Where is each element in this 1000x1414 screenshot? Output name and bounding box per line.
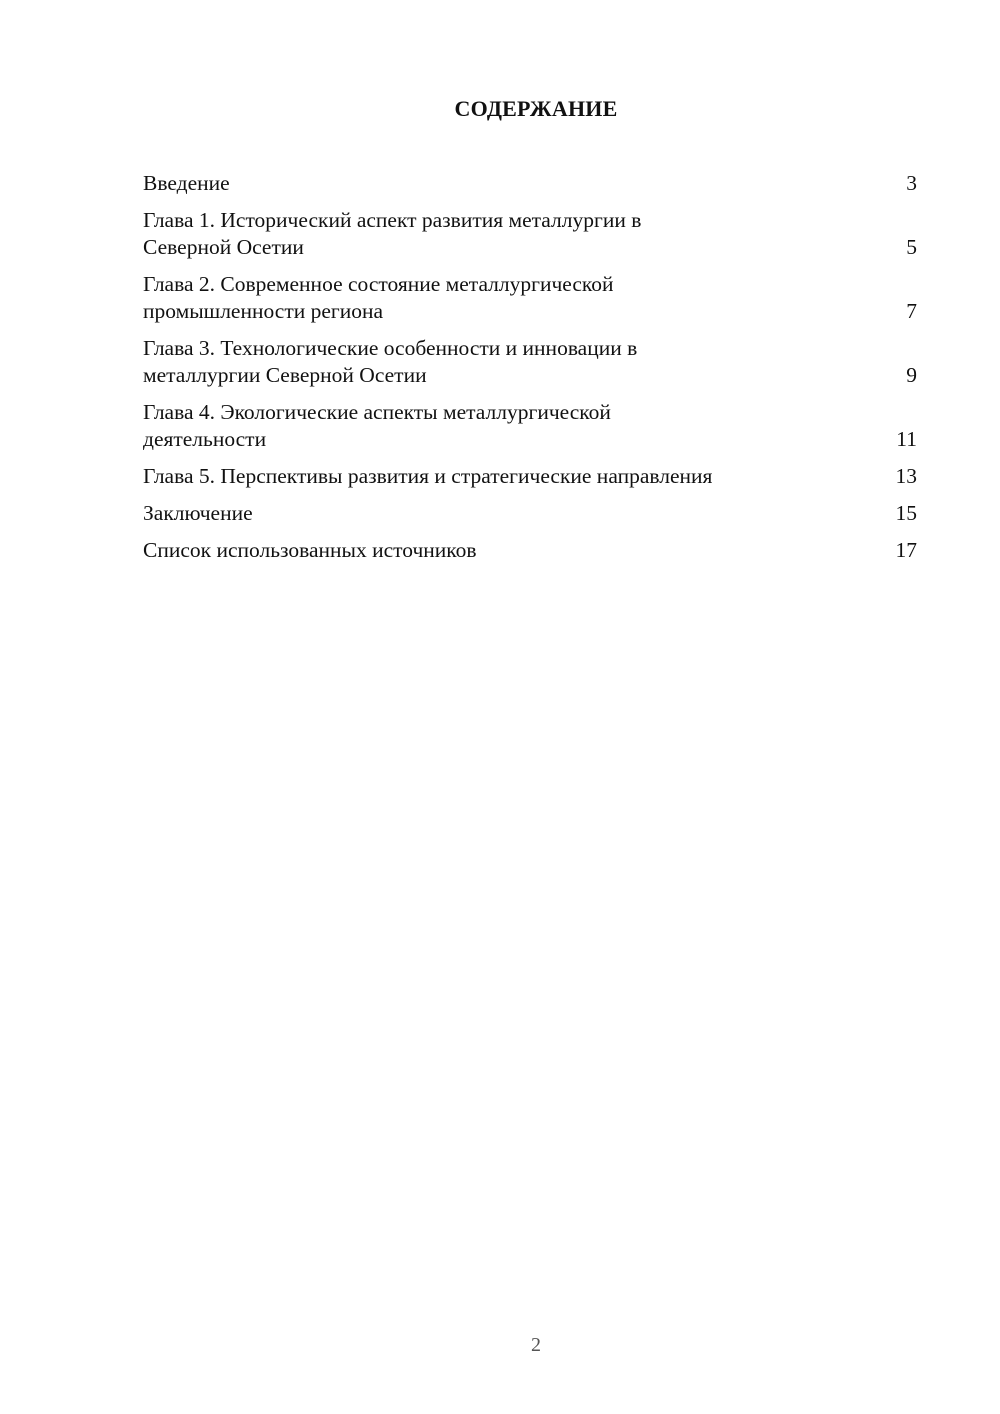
toc-entry-page: 3 bbox=[906, 171, 917, 195]
table-of-contents bbox=[143, 170, 917, 574]
toc-entry-text: Глава 2. Современное состояние металлургической промышленности региона bbox=[143, 272, 614, 323]
toc-entry-text: Глава 1. Исторический аспект развития металлургии в Северной Осетии bbox=[143, 208, 642, 259]
toc-entry-text: Глава 4. Экологические аспекты металлургической деятельности bbox=[143, 400, 611, 451]
toc-entry-page: 7 bbox=[906, 299, 917, 323]
toc-entry-chapter-2 bbox=[143, 271, 917, 325]
toc-entry-page: 5 bbox=[906, 235, 917, 259]
toc-entry-conclusion bbox=[143, 500, 917, 527]
toc-entry-page: 9 bbox=[906, 363, 917, 387]
toc-entry-text: Список использованных источников bbox=[143, 538, 477, 562]
toc-entry-chapter-4 bbox=[143, 399, 917, 453]
toc-entry-text: Глава 5. Перспективы развития и стратегические направления bbox=[143, 464, 713, 488]
toc-entry-references bbox=[143, 537, 917, 564]
toc-entry-page: 17 bbox=[895, 538, 917, 562]
toc-entry-chapter-1 bbox=[143, 207, 917, 261]
toc-entry-introduction bbox=[143, 170, 917, 197]
toc-entry-text: Заключение bbox=[143, 501, 253, 525]
toc-entry-chapter-3 bbox=[143, 335, 917, 389]
toc-entry-page: 11 bbox=[896, 427, 917, 451]
toc-entry-page: 13 bbox=[895, 464, 917, 488]
toc-entry-page: 15 bbox=[895, 501, 917, 525]
toc-title: СОДЕРЖАНИЕ bbox=[454, 96, 618, 121]
page-number: 2 bbox=[531, 1334, 541, 1356]
toc-entry-chapter-5 bbox=[143, 463, 917, 490]
toc-entry-text: Глава 3. Технологические особенности и инновации в металлургии Северной Осетии bbox=[143, 336, 638, 387]
toc-entry-text: Введение bbox=[143, 171, 230, 195]
